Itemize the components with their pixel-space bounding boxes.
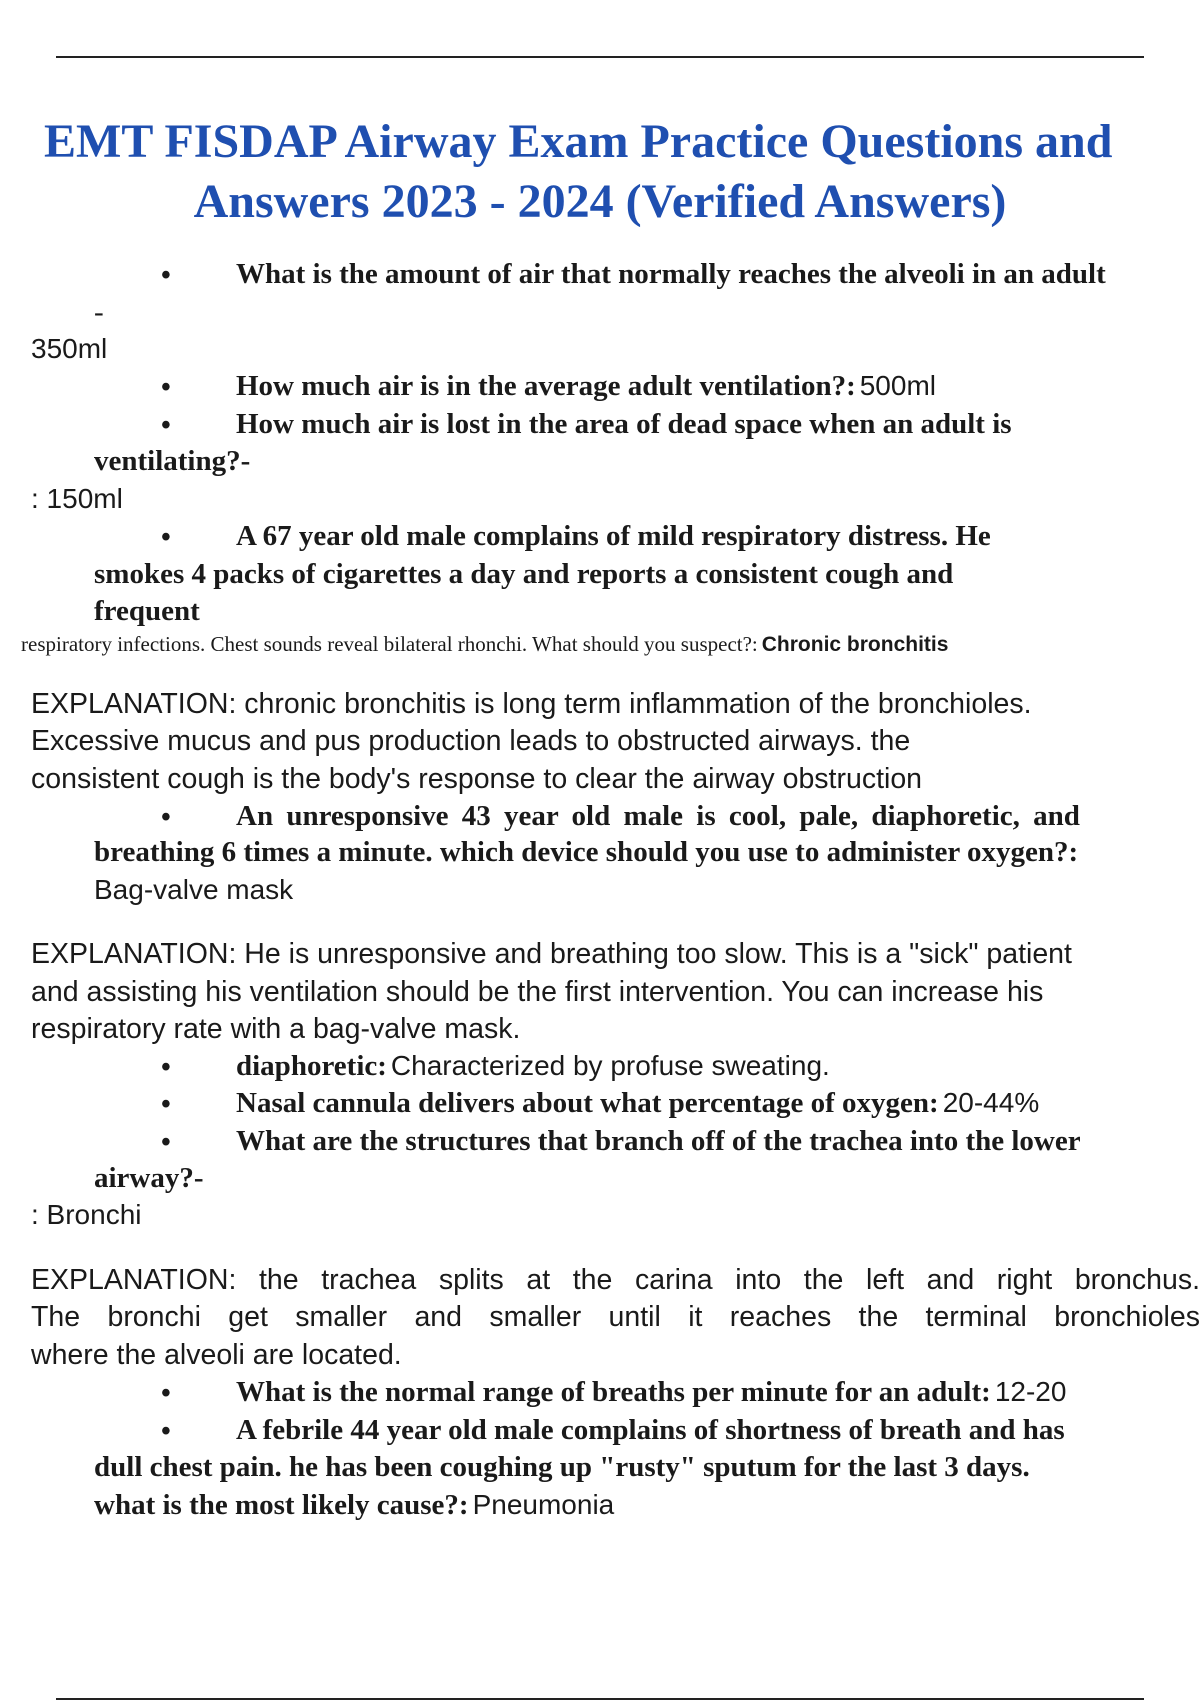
- explanation-8-line-1: EXPLANATION: the trachea splits at the carina into the left and right bronchus.: [31, 1264, 1200, 1296]
- question-2-line: [236, 370, 936, 403]
- bullet-icon: •: [161, 410, 171, 441]
- bullet-icon: •: [161, 1127, 171, 1158]
- bullet-icon: •: [161, 802, 171, 833]
- bullet-icon: •: [161, 260, 171, 291]
- question-4-line-3: frequent: [94, 595, 200, 627]
- question-5-line-1: An unresponsive 43 year old male is cool, pale, diaphoretic, and: [236, 800, 1080, 832]
- explanation-8-line-3: where the alveoli are located.: [31, 1339, 402, 1371]
- page-title-line-1: EMT FISDAP Airway Exam Practice Questions and: [44, 115, 1113, 168]
- question-4-line-4: [21, 632, 948, 657]
- question-1-dash: -: [94, 296, 104, 328]
- question-4-continuation: respiratory infections. Chest sounds reveal bilateral rhonchi. What should you suspect?:: [21, 632, 758, 656]
- answer-1: 350ml: [31, 333, 108, 364]
- answer-10: Pneumonia: [472, 1489, 615, 1520]
- answer-5: Bag-valve mask: [94, 874, 294, 905]
- explanation-4-line-1: EXPLANATION: chronic bronchitis is long term inflammation of the bronchioles.: [31, 688, 1032, 720]
- explanation-5-line-2: and assisting his ventilation should be the first intervention. You can increase his: [31, 976, 1044, 1008]
- question-10-line-1: A febrile 44 year old male complains of shortness of breath and has: [236, 1414, 1065, 1446]
- bullet-icon: •: [161, 372, 171, 403]
- bullet-icon: •: [161, 1052, 171, 1083]
- question-10-line-2: dull chest pain. he has been coughing up "rusty" sputum for the last 3 days.: [94, 1451, 1030, 1483]
- question-9: What is the normal range of breaths per minute for an adult:: [236, 1376, 991, 1408]
- answer-9: 12-20: [994, 1376, 1067, 1407]
- question-8-line-1: What are the structures that branch off of the trachea into the lower: [236, 1125, 1081, 1157]
- question-9-line: [236, 1376, 1066, 1409]
- question-5-line-2: breathing 6 times a minute. which device should you use to administer oxygen?:: [94, 836, 1079, 868]
- top-rule: [56, 56, 1144, 58]
- explanation-8-line-2: The bronchi get smaller and smaller until it reaches the terminal bronchioles: [31, 1301, 1200, 1333]
- question-3-line-2: ventilating?-: [94, 445, 251, 477]
- explanation-4-line-2: Excessive mucus and pus production leads to obstructed airways. the: [31, 725, 911, 757]
- bullet-icon: •: [161, 522, 171, 553]
- explanation-5-line-1: EXPLANATION: He is unresponsive and breathing too slow. This is a "sick" patient: [31, 938, 1072, 970]
- bullet-icon: •: [161, 1378, 171, 1409]
- answer-7: 20-44%: [942, 1087, 1040, 1118]
- question-1: What is the amount of air that normally reaches the alveoli in an adult: [236, 258, 1106, 290]
- question-10-prompt: what is the most likely cause?:: [94, 1489, 469, 1521]
- question-2: How much air is in the average adult ventilation?:: [236, 370, 856, 402]
- answer-8: : Bronchi: [31, 1199, 142, 1230]
- explanation-5-line-3: respiratory rate with a bag-valve mask.: [31, 1013, 521, 1045]
- page-title-line-2: Answers 2023 - 2024 (Verified Answers): [193, 175, 1007, 228]
- question-4-line-2: smokes 4 packs of cigarettes a day and reports a consistent cough and: [94, 558, 954, 590]
- explanation-4-line-3: consistent cough is the body's response to clear the airway obstruction: [31, 763, 923, 795]
- question-8-line-2: airway?-: [94, 1162, 204, 1194]
- question-6-line: [236, 1050, 830, 1083]
- answer-6: Characterized by profuse sweating.: [390, 1050, 830, 1081]
- answer-2: 500ml: [859, 370, 936, 401]
- question-6: diaphoretic:: [236, 1050, 387, 1082]
- question-7-line: [236, 1087, 1039, 1120]
- question-4-line-1: A 67 year old male complains of mild respiratory distress. He: [236, 520, 991, 552]
- bullet-icon: •: [161, 1416, 171, 1447]
- answer-3: : 150ml: [31, 483, 123, 514]
- question-7: Nasal cannula delivers about what percentage of oxygen:: [236, 1087, 939, 1119]
- bullet-icon: •: [161, 1089, 171, 1120]
- question-3-line-1: How much air is lost in the area of dead space when an adult is: [236, 408, 1012, 440]
- answer-4: Chronic bronchitis: [761, 633, 949, 656]
- question-10-line-3: [94, 1489, 614, 1522]
